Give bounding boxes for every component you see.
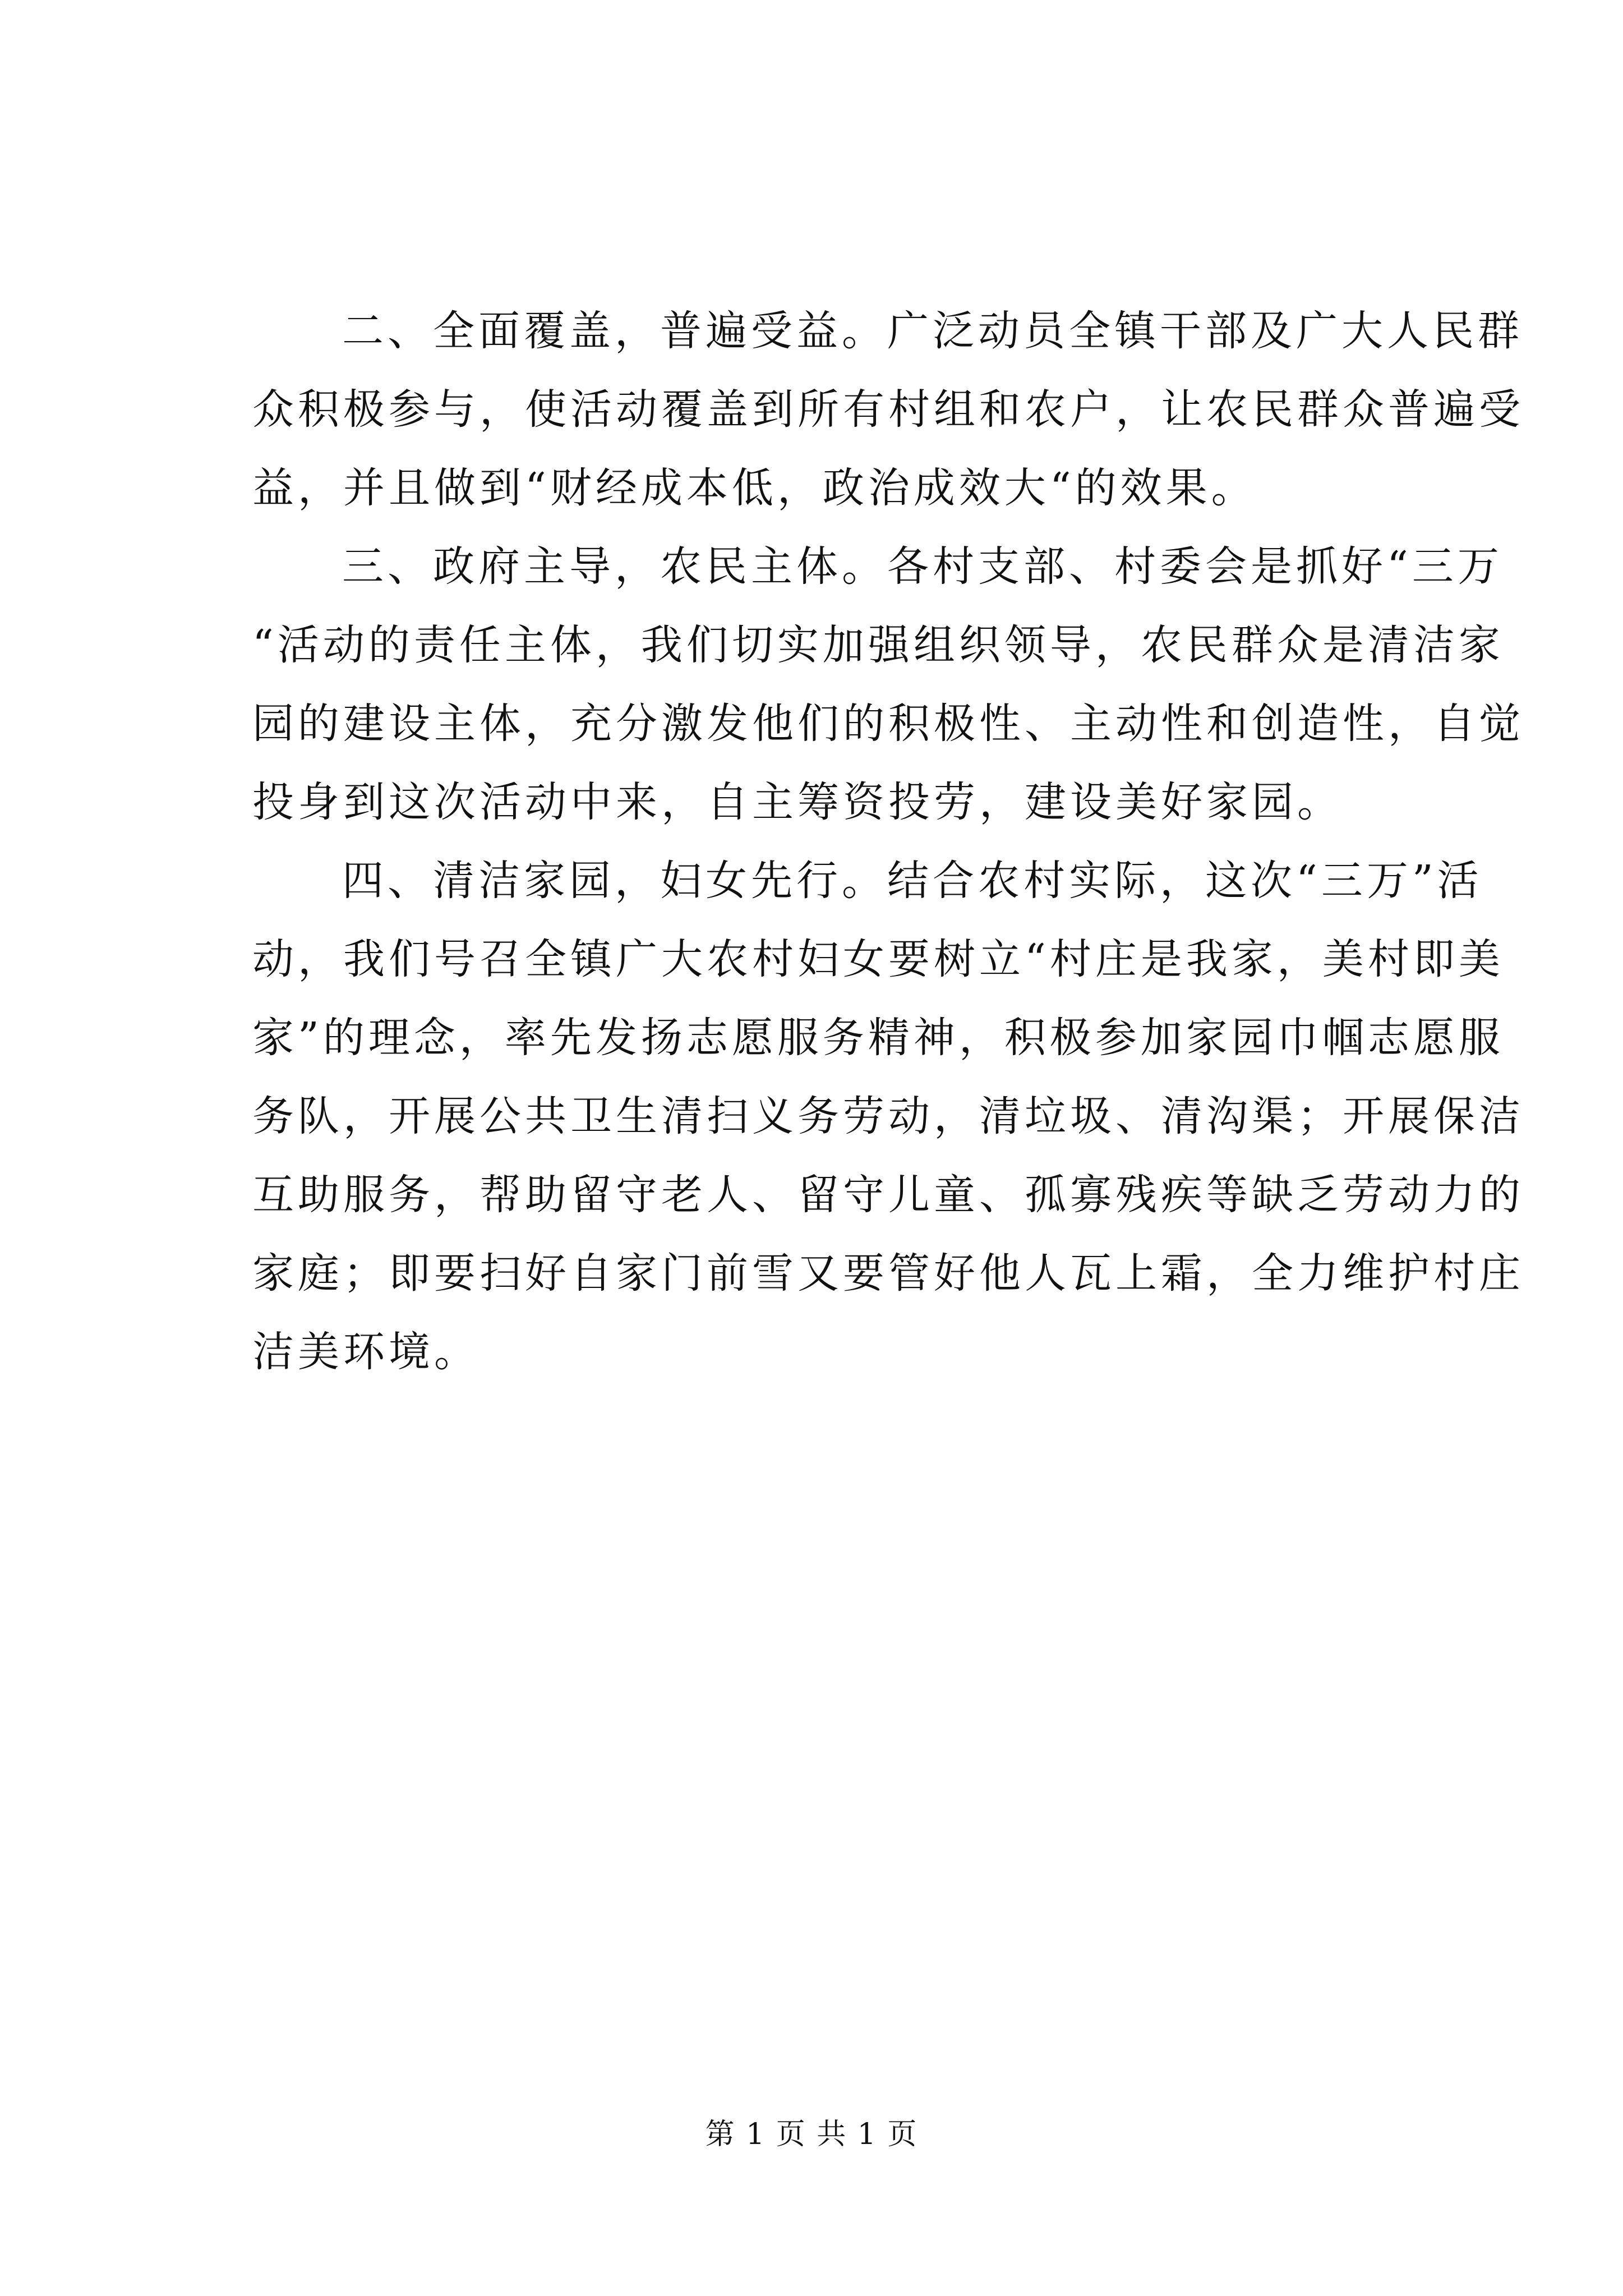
paragraph-line: 洁美环境。 bbox=[252, 1328, 479, 1376]
paragraph-2 bbox=[252, 292, 1524, 527]
paragraph-line: 益，并且做到“财经成本低，政治成效大“的效果。 bbox=[252, 464, 1257, 512]
paragraph-line: 三、政府主导，农民主体。各村支部、村委会是抓好“三万 bbox=[342, 542, 1503, 591]
paragraph-3 bbox=[252, 527, 1524, 841]
paragraph-line: 二、全面覆盖，普遍受益。广泛动员全镇干部及广大人民群 bbox=[342, 307, 1523, 355]
page-footer: 第 1 页 共 1 页 bbox=[705, 2118, 918, 2151]
paragraph-line: 动，我们号召全镇广大农村妇女要树立“村庄是我家，美村即美 bbox=[252, 935, 1504, 983]
paragraph-line: 投身到这次活动中来，自主筹资投劳，建设美好家园。 bbox=[252, 778, 1343, 826]
paragraph-line: 众积极参与，使活动覆盖到所有村组和农户，让农民群众普遍受 bbox=[252, 385, 1524, 434]
paragraph-line: “活动的责任主体，我们切实加强组织领导，农民群众是清洁家 bbox=[252, 621, 1504, 669]
paragraph-line: 互助服务，帮助留守老人、留守儿童、孤寡残疾等缺乏劳动力的 bbox=[252, 1171, 1524, 1219]
paragraph-line: 务队，开展公共卫生清扫义务劳动，清垃圾、清沟渠；开展保洁 bbox=[252, 1092, 1524, 1140]
document-body bbox=[252, 292, 1524, 1391]
paragraph-4 bbox=[252, 841, 1524, 1391]
paragraph-line: 园的建设主体，充分激发他们的积极性、主动性和创造性，自觉 bbox=[252, 700, 1524, 748]
paragraph-line: 家”的理念，率先发扬志愿服务精神，积极参加家园巾帼志愿服 bbox=[252, 1014, 1504, 1062]
paragraph-line: 四、清洁家园，妇女先行。结合农村实际，这次“三万”活 bbox=[342, 857, 1483, 905]
paragraph-line: 家庭；即要扫好自家门前雪又要管好他人瓦上霜，全力维护村庄 bbox=[252, 1249, 1524, 1297]
